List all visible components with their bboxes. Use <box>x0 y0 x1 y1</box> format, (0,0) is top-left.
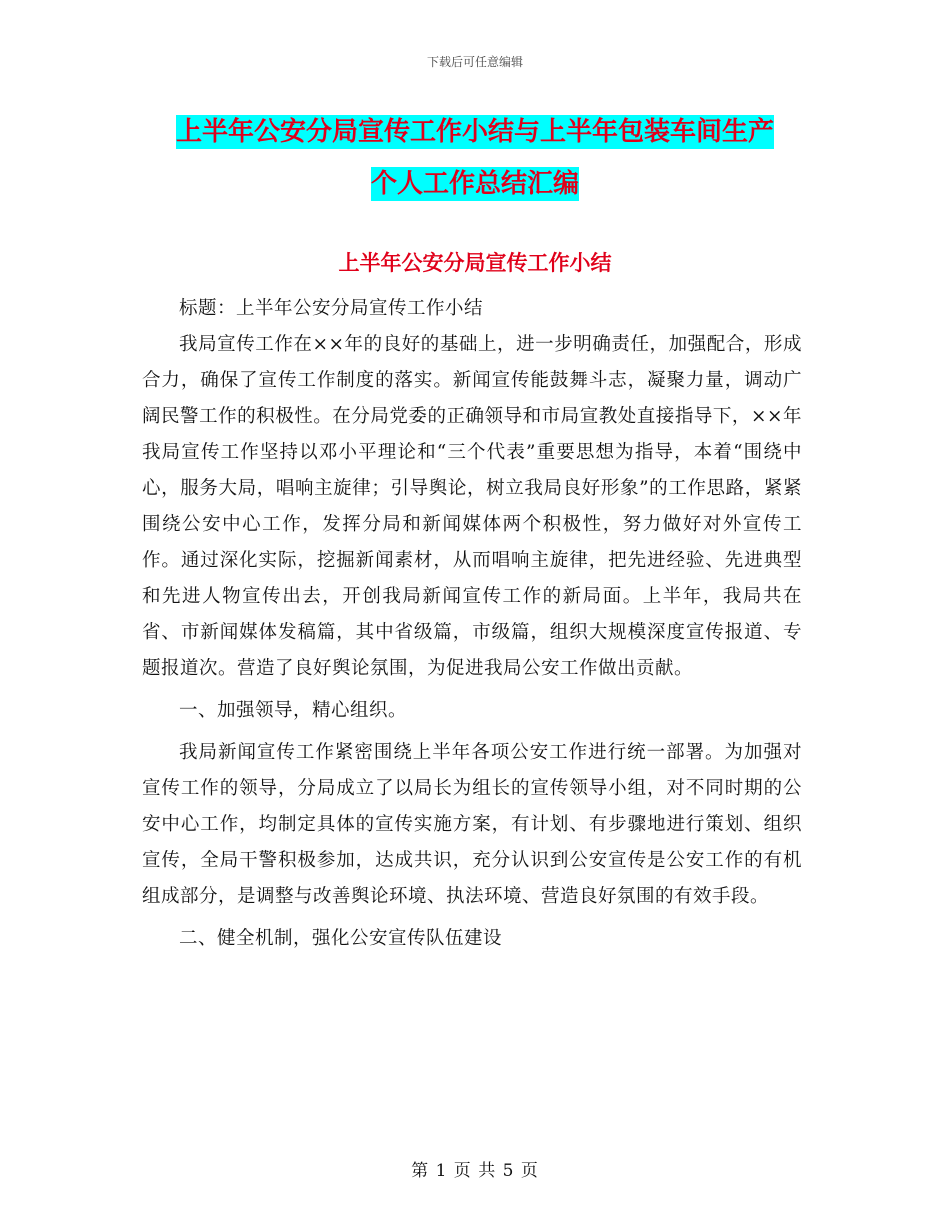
page-footer: 第 1 页 共 5 页 <box>411 1161 539 1181</box>
document-title-line-2 <box>0 158 950 210</box>
document-title-line-1 <box>0 106 950 158</box>
paragraph-intro: 我局宣传工作在××年的良好的基础上，进一步明确责任，加强配合，形成合力，确保了宣传工作制度的落实。新闻宣传能鼓舞斗志，凝聚力量，调动广阔民警工作的积极性。在分局党委的正确领导和市局宣教处直接指导下，××年我局宣传工作坚持以邓小平理论和“三个代表”重要思想为指导，本着“围绕中心，服务大局，唱响主旋律；引导舆论，树立我局良好形象”的工作思路，紧紧围绕公安中心工作，发挥分局和新闻媒体两个积极性，努力做好对外宣传工作。通过深化实际，挖掘新闻素材，从而唱响主旋律，把先进经验、先进典型和先进人物宣传出去，开创我局新闻宣传工作的新局面。上半年，我局共在省、市新闻媒体发稿篇，其中省级篇，市级篇，组织大规模深度宣传报道、专题报道次。营造了良好舆论氛围，为促进我局公安工作做出贡献。 <box>142 334 802 679</box>
heading-section-1: 一、加强领导，精心组织。 <box>179 700 408 721</box>
header-note: 下载后可任意编辑 <box>426 55 523 69</box>
paragraph-subject: 标题：上半年公安分局宣传工作小结 <box>179 298 484 319</box>
section-title: 上半年公安分局宣传工作小结 <box>338 251 612 275</box>
title-highlight-2: 个人工作总结汇编 <box>370 169 579 199</box>
document-body <box>142 291 802 957</box>
heading-section-2: 二、健全机制，强化公安宣传队伍建设 <box>179 928 503 949</box>
paragraph-section-1: 我局新闻宣传工作紧密围绕上半年各项公安工作进行统一部署。为加强对宣传工作的领导，分局成立了以局长为组长的宣传领导小组，对不同时期的公安中心工作，均制定具体的宣传实施方案，有计划、有步骤地进行策划、组织宣传，全局干警积极参加，达成共识，充分认识到公安宣传是公安工作的有机组成部分，是调整与改善舆论环境、执法环境、营造良好氛围的有效手段。 <box>142 742 802 907</box>
document-title <box>0 106 950 210</box>
title-highlight-1: 上半年公安分局宣传工作小结与上半年包装车间生产 <box>175 117 774 147</box>
